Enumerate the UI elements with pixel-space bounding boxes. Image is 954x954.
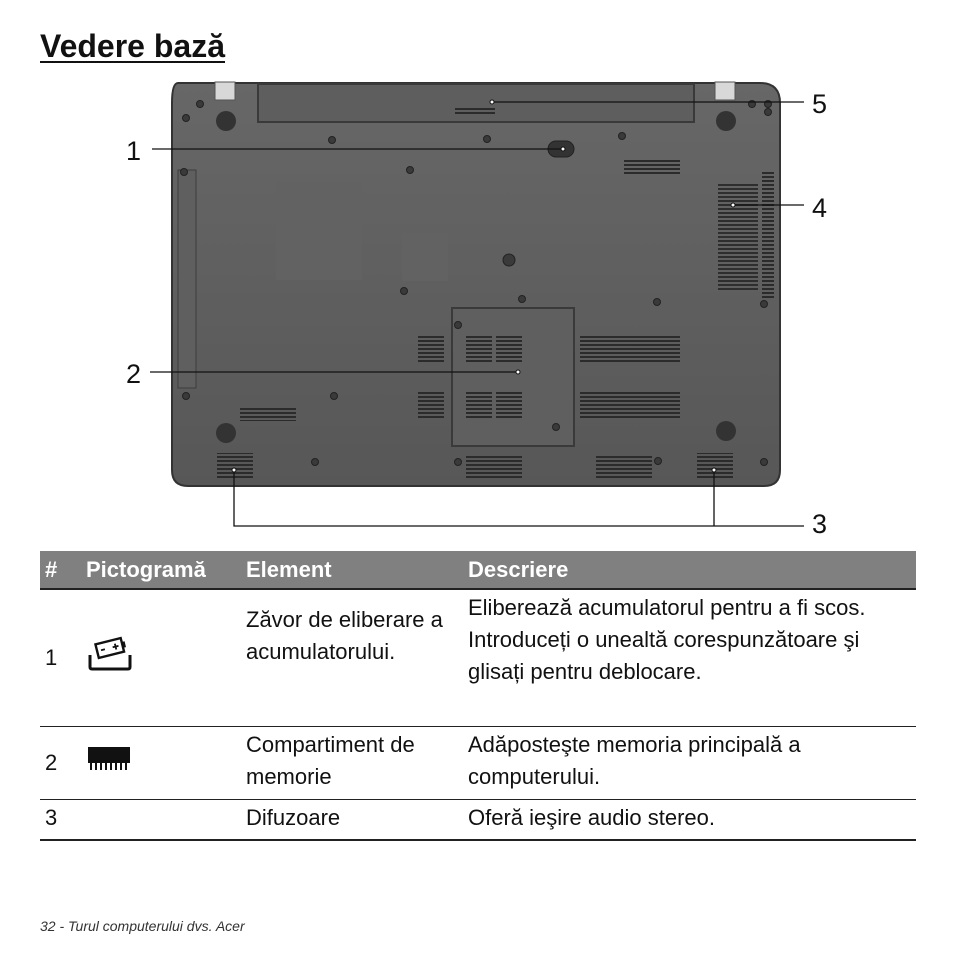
row-icon-cell	[81, 799, 241, 840]
row-description: Eliberează acumulatorul pentru a fi scos. Introduceți o unealtă corespunzătoare şi glisați pentru deblocare.	[463, 589, 916, 726]
row-element: Compartiment de memorie	[241, 726, 463, 799]
row-number: 3	[40, 799, 81, 840]
page-title: Vedere bază	[40, 28, 225, 64]
row-icon-cell	[81, 589, 241, 726]
row-description: Oferă ieşire audio stereo.	[463, 799, 916, 840]
table-header-row	[40, 551, 916, 589]
component-table	[40, 551, 916, 841]
callout-1: 1	[126, 136, 142, 166]
callout-5: 5	[812, 89, 828, 119]
row-description: Adăposteşte memoria principală a computerului.	[463, 726, 916, 799]
callout-3: 3	[812, 509, 828, 539]
callout-4: 4	[812, 193, 828, 223]
row-element: Zăvor de eliberare a acumulatorului.	[241, 589, 463, 726]
row-number: 1	[40, 589, 81, 726]
memory-module-icon	[86, 743, 132, 773]
col-header-element: Element	[241, 551, 463, 589]
col-header-number: #	[40, 551, 81, 589]
table-row	[40, 799, 916, 840]
laptop-bottom-figure	[0, 72, 954, 542]
page-footer: 32 - Turul computerului dvs. Acer	[40, 918, 245, 934]
row-number: 2	[40, 726, 81, 799]
col-header-description: Descriere	[463, 551, 916, 589]
row-element: Difuzoare	[241, 799, 463, 840]
laptop-bottom-illustration	[0, 72, 954, 542]
col-header-icon: Pictogramă	[81, 551, 241, 589]
callout-2: 2	[126, 359, 142, 389]
table-row	[40, 589, 916, 726]
battery-release-icon	[86, 633, 134, 673]
row-icon-cell	[81, 726, 241, 799]
table-row	[40, 726, 916, 799]
